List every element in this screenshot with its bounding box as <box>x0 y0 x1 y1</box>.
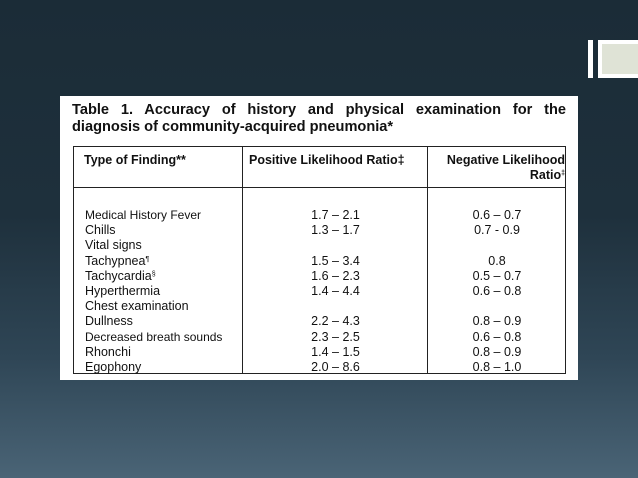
finding-label: Chills <box>85 223 116 238</box>
negative-ratio-cell: 0.5 – 0.7 <box>472 268 522 283</box>
table-card <box>60 96 578 380</box>
finding-cell <box>85 299 243 314</box>
negative-ratio-cell: 0.6 – 0.8 <box>472 283 522 298</box>
finding-label: Medical History Fever <box>85 208 202 222</box>
negative-ratio-cell: 0.8 – 0.9 <box>472 344 522 359</box>
positive-ratio-cell: 2.0 – 8.6 <box>311 359 360 374</box>
likelihood-table <box>73 146 566 374</box>
table-caption <box>72 102 566 136</box>
finding-label: Decreased breath sounds <box>85 329 223 344</box>
negative-ratio-cell: 0.6 – 0.8 <box>472 329 522 344</box>
positive-ratio-cell: 1.3 – 1.7 <box>311 223 360 238</box>
negative-ratio-cell: 0.6 – 0.7 <box>472 208 522 222</box>
footnote-marker: § <box>151 270 156 278</box>
decorative-bar-thin <box>588 40 593 78</box>
finding-label: Tachycardia <box>85 268 152 283</box>
negative-column <box>428 208 565 375</box>
finding-cell <box>85 208 243 223</box>
caption-line-2: diagnosis of community-acquired pneumonia* <box>72 119 394 135</box>
header-negative-sup: ‡ <box>561 170 565 177</box>
positive-ratio-cell <box>243 299 427 314</box>
finding-label: Hyperthermia <box>85 283 161 298</box>
finding-label: Tachypnea <box>85 253 146 268</box>
header-type-of-finding: Type of Finding** <box>84 153 186 167</box>
finding-label: Dullness <box>85 314 133 329</box>
finding-cell <box>85 223 243 238</box>
finding-label: Chest examination <box>85 299 189 314</box>
negative-ratio-cell: 0.8 – 1.0 <box>472 359 522 374</box>
negative-ratio-cell: 0.8 <box>488 253 506 268</box>
decorative-bar-inner <box>602 44 638 74</box>
positive-ratio-cell: 1.6 – 2.3 <box>311 268 360 283</box>
positive-ratio-cell: 1.4 – 4.4 <box>311 283 360 298</box>
header-positive-likelihood: Positive Likelihood Ratio‡ <box>249 153 405 167</box>
negative-ratio-cell <box>428 299 565 314</box>
positive-ratio-cell: 1.5 – 3.4 <box>311 253 360 268</box>
finding-cell <box>85 238 243 253</box>
caption-line-1: Table 1. Accuracy of history and physical examination for the <box>72 102 566 118</box>
positive-ratio-cell <box>243 238 427 253</box>
positive-ratio-cell: 1.7 – 2.1 <box>311 208 360 222</box>
header-negative-likelihood <box>428 153 565 183</box>
finding-label: Egophony <box>85 359 142 374</box>
negative-ratio-cell: 0.7 - 0.9 <box>474 223 520 238</box>
finding-cell <box>85 284 243 299</box>
finding-cell <box>85 254 243 269</box>
positive-ratio-cell: 1.4 – 1.5 <box>311 344 360 359</box>
finding-label: Rhonchi <box>85 344 131 359</box>
positive-column <box>243 208 427 375</box>
findings-column <box>85 208 243 375</box>
finding-label: Vital signs <box>85 238 142 253</box>
table-header-row <box>74 147 565 188</box>
header-negative-line2: Ratio‡ <box>529 168 565 182</box>
finding-cell <box>85 345 243 360</box>
footnote-marker: ¶ <box>145 255 150 263</box>
finding-cell <box>85 360 243 375</box>
negative-ratio-cell: 0.8 – 0.9 <box>472 314 522 329</box>
positive-ratio-cell: 2.3 – 2.5 <box>311 329 360 344</box>
header-negative-line1: Negative Likelihood <box>446 153 565 167</box>
finding-cell <box>85 269 243 284</box>
finding-cell <box>85 330 243 345</box>
negative-ratio-cell <box>428 238 565 253</box>
finding-cell <box>85 314 243 329</box>
positive-ratio-cell: 2.2 – 4.3 <box>311 314 360 329</box>
